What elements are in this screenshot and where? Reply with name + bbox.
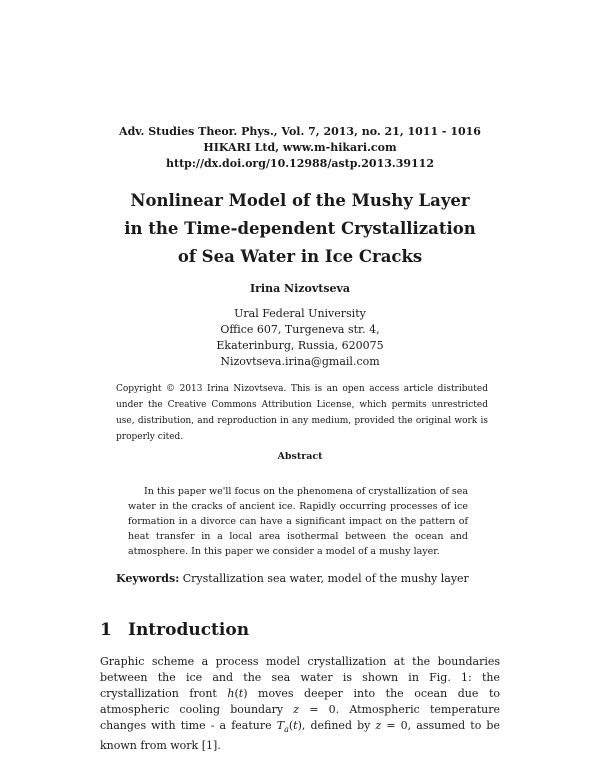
intro-text-5: assumed to be known from work [1]. <box>100 719 500 753</box>
math-subscript-a: a <box>284 725 289 735</box>
copyright-prefix: Copyright <box>116 384 167 394</box>
math-paren: ) <box>297 719 302 732</box>
copyright-text: 2013 Irina Nizovtseva. This is an open access article distributed under the Creative Commons Attribution License, which permits unrestricted use, distribution, and reproduction in any medium, provided the original work is properly cited. <box>116 384 488 442</box>
math-t: t <box>238 687 244 700</box>
section-heading <box>100 620 249 640</box>
intro-text-4: , defined by <box>301 719 376 732</box>
copyright-icon: © <box>166 384 176 394</box>
math-eq: = 0. <box>299 703 340 716</box>
section-title: Introduction <box>128 620 250 640</box>
paper-title-line-2: in the Time-dependent Crystallization <box>124 219 476 238</box>
publisher-line: HIKARI Ltd, www.m-hikari.com <box>203 141 397 154</box>
intro-text-3: Atmospheric temperature changes with time - a feature <box>100 703 501 732</box>
intro-text-2: moves deeper into the ocean due to atmospheric cooling boundary <box>100 687 500 716</box>
abstract-text: In this paper we'll focus on the phenomena of crystallization of sea water in the cracks of ancient ice. Rapidly occurring processes of ice formation in a divorce can have a significant impact on the pattern of heat transfer in a local area isothermal between the ocean and atmosphere. In this paper we consider a model of a mushy layer. <box>128 486 468 557</box>
math-z: z <box>293 703 300 716</box>
math-t: t <box>293 719 298 732</box>
affiliation-city: Ekaterinburg, Russia, 620075 <box>216 339 384 352</box>
keywords-text: Crystallization sea water, model of the mushy layer <box>179 572 469 585</box>
abstract-body <box>128 484 468 559</box>
abstract-heading: Abstract <box>277 451 323 462</box>
math-paren: ( <box>234 687 239 700</box>
introduction-paragraph <box>100 654 500 754</box>
author-name: Irina Nizovtseva <box>249 282 351 295</box>
intro-text-1: Graphic scheme a process model crystallization at the boundaries between the ice and the sea water is shown in Fig. 1: the crystallization front <box>100 655 500 700</box>
math-paren: ( <box>288 719 294 732</box>
affiliation-institution: Ural Federal University <box>234 307 366 320</box>
math-z: z <box>375 719 382 732</box>
math-h: h <box>227 687 235 700</box>
affiliation-address: Office 607, Turgeneva str. 4, <box>220 323 380 336</box>
journal-citation: Adv. Studies Theor. Phys., Vol. 7, 2013, no. 21, 1011 - 1016 <box>119 125 481 138</box>
paper-title-line-3: of Sea Water in Ice Cracks <box>177 247 423 266</box>
doi-link[interactable]: http://dx.doi.org/10.12988/astp.2013.39112 <box>166 157 434 170</box>
copyright-notice <box>116 381 488 445</box>
math-eq: = 0, <box>381 719 412 732</box>
author-email[interactable]: Nizovtseva.irina@gmail.com <box>220 355 380 368</box>
math-paren: ) <box>243 687 248 700</box>
section-number: 1 <box>100 620 112 640</box>
math-T: T <box>276 719 285 732</box>
paper-title-line-1: Nonlinear Model of the Mushy Layer <box>130 191 470 210</box>
keywords-label: Keywords: <box>116 572 180 585</box>
keywords <box>116 572 536 585</box>
